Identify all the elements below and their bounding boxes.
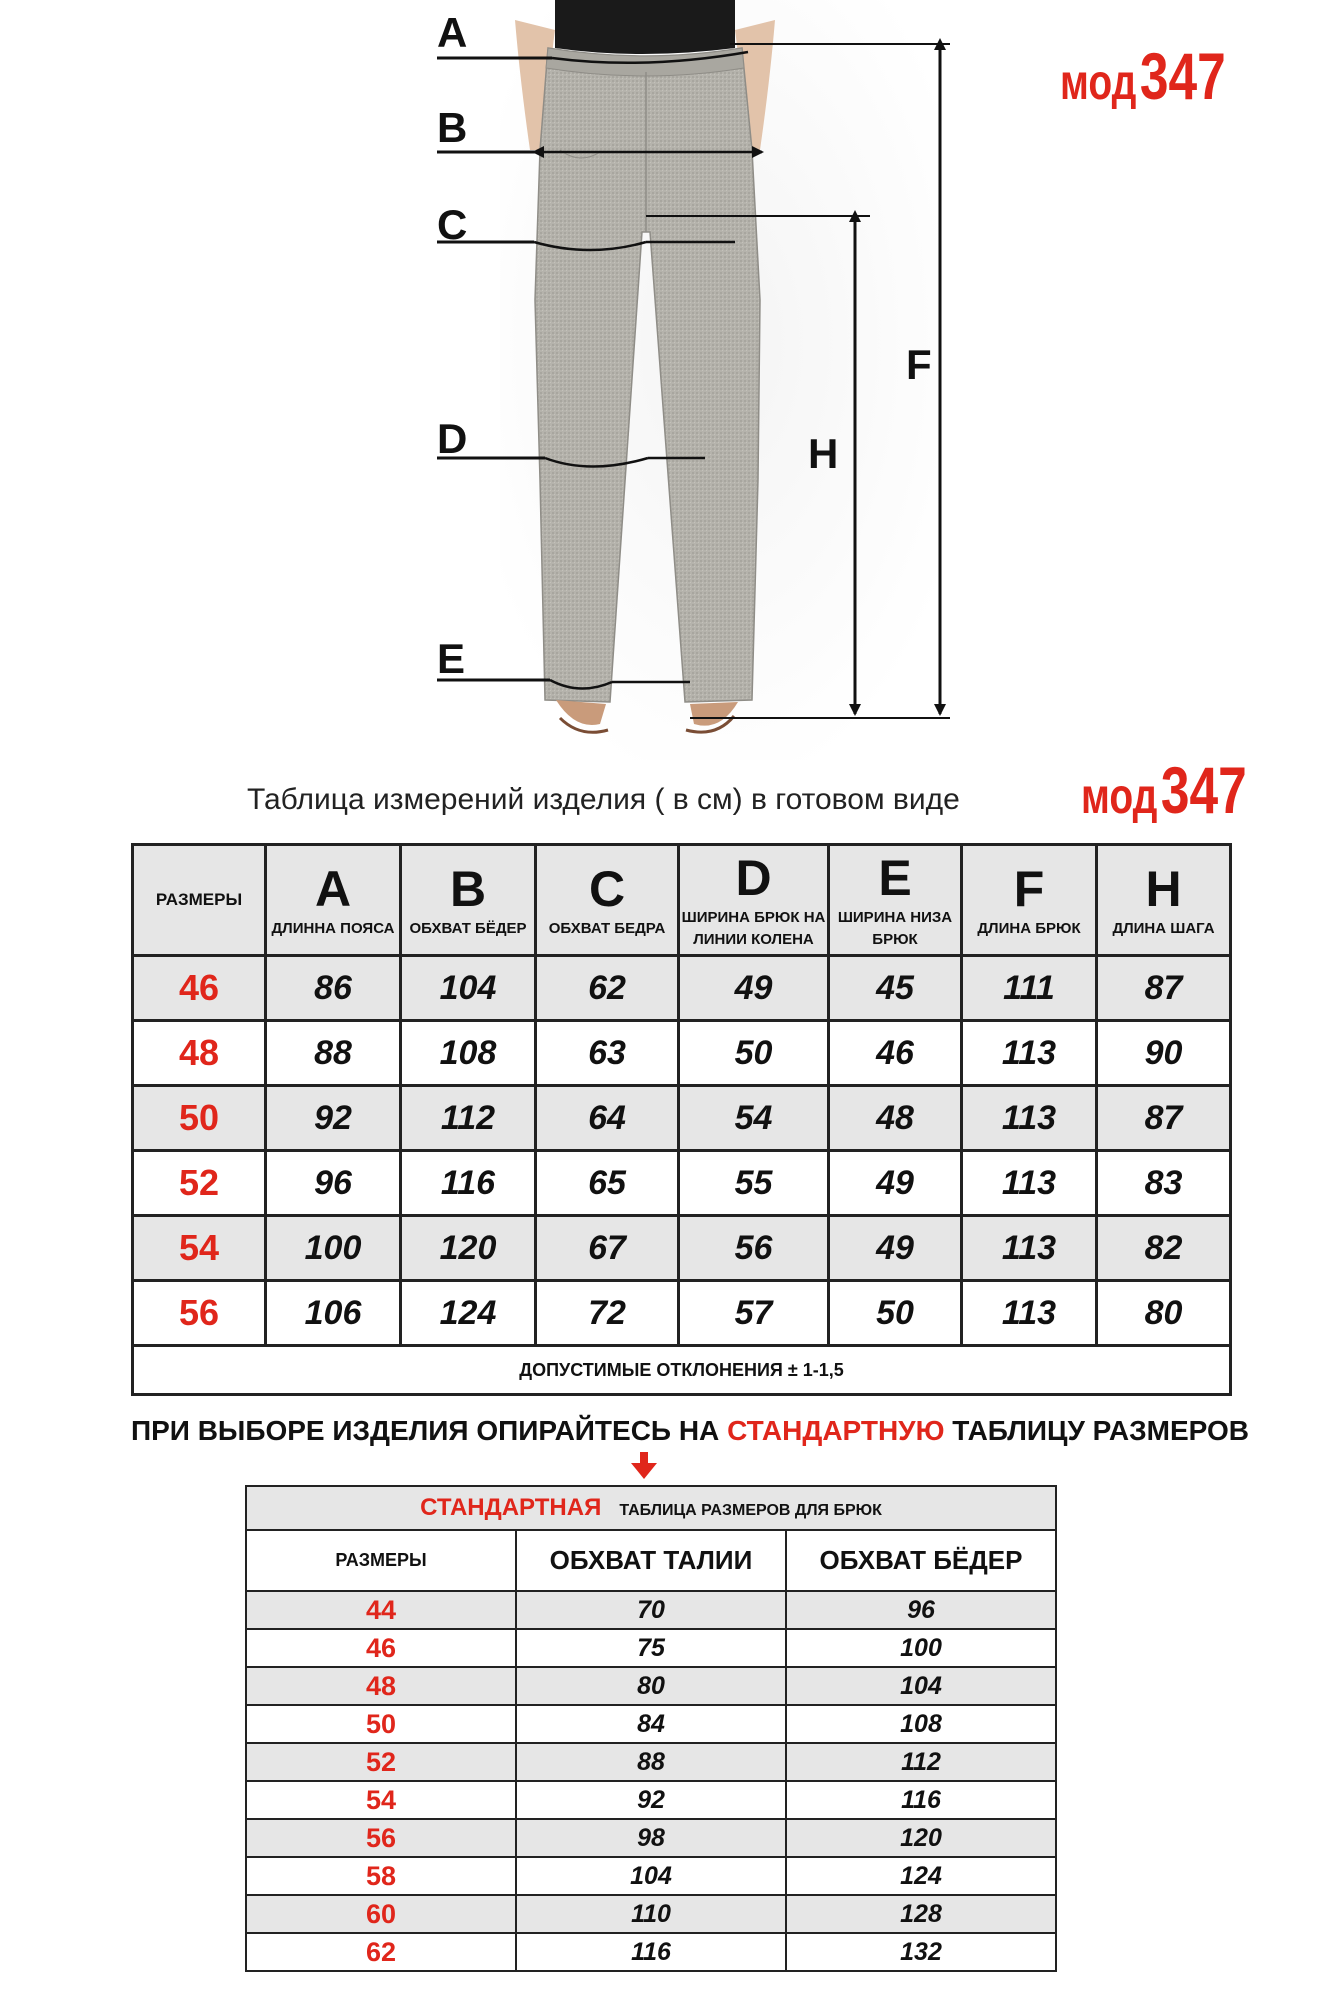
size-cell: 44 <box>246 1591 516 1629</box>
table-row <box>246 1781 1056 1819</box>
table-cell: 67 <box>536 1216 679 1281</box>
table-cell: 62 <box>536 956 679 1021</box>
hips-cell: 124 <box>786 1857 1056 1895</box>
table-row <box>246 1629 1056 1667</box>
table-cell: 54 <box>679 1086 829 1151</box>
waist-cell: 84 <box>516 1705 786 1743</box>
header-col-b: B ОБХВАТ БЁДЕР <box>401 845 536 956</box>
model-number: 347 <box>1139 39 1226 113</box>
table-cell: 82 <box>1097 1216 1231 1281</box>
table-cell: 108 <box>401 1021 536 1086</box>
standard-size-table <box>245 1485 1057 1972</box>
table-row <box>246 1857 1056 1895</box>
table-row <box>133 1021 1231 1086</box>
table-cell: 111 <box>962 956 1097 1021</box>
table-cell: 64 <box>536 1086 679 1151</box>
hips-cell: 112 <box>786 1743 1056 1781</box>
label-c: C <box>437 201 468 248</box>
caption-text: ТАБЛИЦА РАЗМЕРОВ ДЛЯ БРЮК <box>619 1502 882 1519</box>
table-cell: 72 <box>536 1281 679 1346</box>
measurement-figure <box>0 0 1333 770</box>
size-cell: 46 <box>133 956 266 1021</box>
table-cell: 90 <box>1097 1021 1231 1086</box>
black-top <box>555 0 735 54</box>
measurement-header-row <box>133 845 1231 956</box>
hips-cell: 128 <box>786 1895 1056 1933</box>
measurement-table <box>131 843 1232 1396</box>
table-cell: 96 <box>266 1151 401 1216</box>
header-col-f: F ДЛИНА БРЮК <box>962 845 1097 956</box>
table-cell: 113 <box>962 1216 1097 1281</box>
caption-highlight: СТАНДАРТНАЯ <box>420 1494 602 1521</box>
label-h: H <box>808 430 839 477</box>
table-row <box>246 1667 1056 1705</box>
size-cell: 56 <box>133 1281 266 1346</box>
table-cell: 63 <box>536 1021 679 1086</box>
table-cell: 83 <box>1097 1151 1231 1216</box>
table-cell: 113 <box>962 1086 1097 1151</box>
tolerance-row <box>133 1346 1231 1395</box>
table-cell: 56 <box>679 1216 829 1281</box>
label-a: A <box>437 9 468 56</box>
hips-cell: 108 <box>786 1705 1056 1743</box>
model-prefix: мод <box>1060 54 1137 110</box>
hips-cell: 132 <box>786 1933 1056 1971</box>
table-cell: 50 <box>679 1021 829 1086</box>
model-badge-table <box>1081 752 1247 828</box>
table-cell: 49 <box>679 956 829 1021</box>
table-cell: 65 <box>536 1151 679 1216</box>
table-cell: 45 <box>829 956 962 1021</box>
table-row <box>246 1591 1056 1629</box>
table-cell: 113 <box>962 1281 1097 1346</box>
table-cell: 106 <box>266 1281 401 1346</box>
table-row <box>246 1933 1056 1971</box>
table-row <box>246 1705 1056 1743</box>
size-cell: 52 <box>246 1743 516 1781</box>
table-cell: 104 <box>401 956 536 1021</box>
size-cell: 50 <box>246 1705 516 1743</box>
table-cell: 80 <box>1097 1281 1231 1346</box>
header-size: РАЗМЕРЫ <box>133 845 266 956</box>
size-cell: 56 <box>246 1819 516 1857</box>
size-cell: 50 <box>133 1086 266 1151</box>
standard-table-header <box>246 1530 1056 1591</box>
size-cell: 54 <box>246 1781 516 1819</box>
header-hips: ОБХВАТ БЁДЕР <box>786 1530 1056 1591</box>
hint-text-before: ПРИ ВЫБОРЕ ИЗДЕЛИЯ ОПИРАЙТЕСЬ НА <box>131 1415 728 1446</box>
table-row <box>133 1086 1231 1151</box>
table-cell: 88 <box>266 1021 401 1086</box>
waist-cell: 110 <box>516 1895 786 1933</box>
waist-cell: 98 <box>516 1819 786 1857</box>
header-col-c: C ОБХВАТ БЕДРА <box>536 845 679 956</box>
table-cell: 112 <box>401 1086 536 1151</box>
waist-cell: 80 <box>516 1667 786 1705</box>
size-cell: 46 <box>246 1629 516 1667</box>
table-row <box>246 1743 1056 1781</box>
table-row <box>246 1895 1056 1933</box>
hint-highlight: СТАНДАРТНУЮ <box>727 1415 945 1446</box>
model-number: 347 <box>1160 753 1247 827</box>
label-e: E <box>437 635 466 682</box>
model-prefix: мод <box>1081 768 1158 824</box>
header-col-d: D ШИРИНА БРЮК НА ЛИНИИ КОЛЕНА <box>679 845 829 956</box>
header-waist: ОБХВАТ ТАЛИИ <box>516 1530 786 1591</box>
hips-cell: 104 <box>786 1667 1056 1705</box>
table-cell: 57 <box>679 1281 829 1346</box>
label-b: B <box>437 104 468 151</box>
size-cell: 48 <box>133 1021 266 1086</box>
table-title: Таблица измерений изделия ( в см) в готовом виде <box>247 783 960 816</box>
table-cell: 49 <box>829 1216 962 1281</box>
hips-cell: 116 <box>786 1781 1056 1819</box>
trousers-illustration <box>0 0 1333 770</box>
table-cell: 50 <box>829 1281 962 1346</box>
waist-cell: 116 <box>516 1933 786 1971</box>
waist-cell: 104 <box>516 1857 786 1895</box>
size-cell: 48 <box>246 1667 516 1705</box>
label-f: F <box>906 341 932 388</box>
size-cell: 52 <box>133 1151 266 1216</box>
size-cell: 58 <box>246 1857 516 1895</box>
table-cell: 87 <box>1097 1086 1231 1151</box>
table-row <box>133 1216 1231 1281</box>
table-row <box>246 1819 1056 1857</box>
waist-cell: 88 <box>516 1743 786 1781</box>
standard-table-caption <box>246 1486 1056 1530</box>
table-cell: 87 <box>1097 956 1231 1021</box>
table-row <box>133 1151 1231 1216</box>
table-cell: 113 <box>962 1021 1097 1086</box>
table-cell: 46 <box>829 1021 962 1086</box>
table-cell: 92 <box>266 1086 401 1151</box>
table-cell: 49 <box>829 1151 962 1216</box>
hips-cell: 120 <box>786 1819 1056 1857</box>
model-badge-top <box>1060 38 1226 114</box>
size-cell: 62 <box>246 1933 516 1971</box>
table-cell: 113 <box>962 1151 1097 1216</box>
table-row <box>133 1281 1231 1346</box>
tolerance-note: ДОПУСТИМЫЕ ОТКЛОНЕНИЯ ± 1-1,5 <box>133 1346 1231 1395</box>
table-cell: 86 <box>266 956 401 1021</box>
header-col-e: E ШИРИНА НИЗА БРЮК <box>829 845 962 956</box>
table-row <box>133 956 1231 1021</box>
table-cell: 100 <box>266 1216 401 1281</box>
header-col-h: H ДЛИНА ШАГА <box>1097 845 1231 956</box>
header-sizes: РАЗМЕРЫ <box>246 1530 516 1591</box>
label-d: D <box>437 415 468 462</box>
size-cell: 54 <box>133 1216 266 1281</box>
size-cell: 60 <box>246 1895 516 1933</box>
hips-cell: 100 <box>786 1629 1056 1667</box>
waist-cell: 92 <box>516 1781 786 1819</box>
table-cell: 120 <box>401 1216 536 1281</box>
arrow-down-icon <box>631 1452 657 1480</box>
header-col-a: A ДЛИННА ПОЯСА <box>266 845 401 956</box>
table-cell: 48 <box>829 1086 962 1151</box>
table-cell: 55 <box>679 1151 829 1216</box>
waist-cell: 70 <box>516 1591 786 1629</box>
hint-text-after: ТАБЛИЦУ РАЗМЕРОВ <box>944 1415 1249 1446</box>
table-cell: 116 <box>401 1151 536 1216</box>
hips-cell: 96 <box>786 1591 1056 1629</box>
waist-cell: 75 <box>516 1629 786 1667</box>
size-hint <box>131 1415 1249 1447</box>
table-cell: 124 <box>401 1281 536 1346</box>
